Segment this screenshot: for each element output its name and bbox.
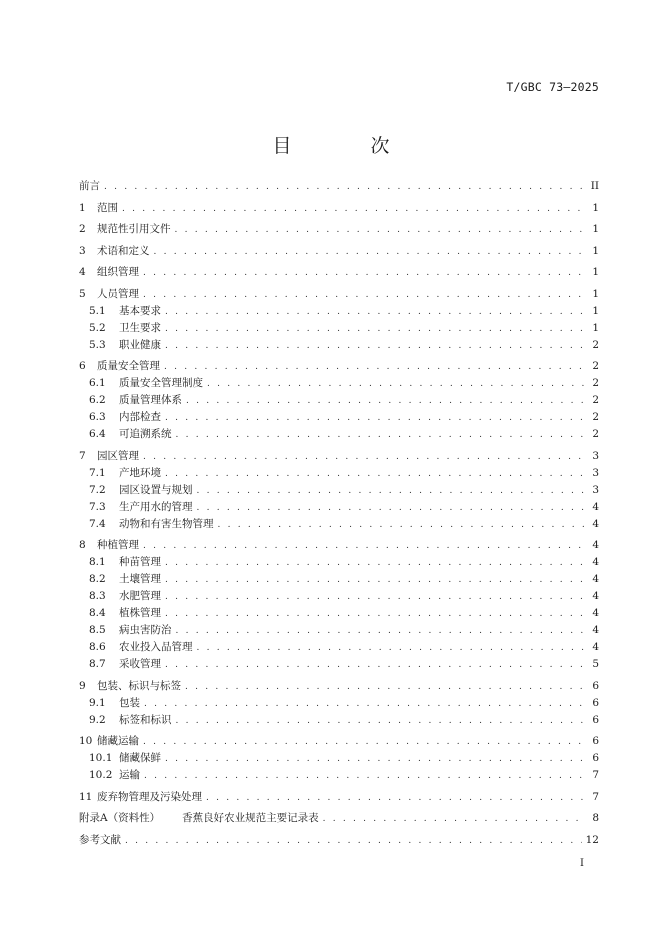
toc-entry-page: 4: [592, 607, 599, 619]
toc-entry[interactable]: [79, 286, 599, 303]
dot-leader: [323, 811, 585, 827]
toc-entry-page: 3: [592, 449, 599, 462]
table-of-contents: [79, 178, 599, 849]
toc-entry[interactable]: [79, 588, 599, 605]
toc-entry-number: 7.3: [89, 500, 106, 513]
toc-entry[interactable]: [79, 605, 599, 622]
toc-entry-label: [79, 789, 202, 806]
dot-leader: [144, 696, 585, 712]
dot-leader: [154, 244, 586, 260]
toc-entry-page: 4: [592, 500, 599, 513]
toc-entry-number: 8.2: [89, 573, 106, 585]
toc-entry-title: 香蕉良好农业规范主要记录表: [182, 812, 319, 824]
toc-entry-title: 运输: [119, 769, 140, 781]
toc-entry-number: 7.1: [89, 466, 106, 479]
toc-entry-title: 范围: [97, 201, 118, 214]
toc-entry-page: 1: [592, 321, 599, 334]
toc-entry-label: [79, 243, 150, 260]
dot-leader: [143, 734, 585, 750]
standard-number: T/GBC 73—2025: [506, 80, 599, 94]
toc-entry-number: 2: [79, 223, 86, 235]
toc-entry[interactable]: [79, 695, 599, 712]
toc-entry[interactable]: [79, 789, 599, 806]
toc-entry-page: 4: [592, 624, 599, 636]
toc-entry-title: 产地环境: [119, 466, 161, 479]
toc-entry-number: 6.2: [89, 394, 106, 406]
dot-leader: [176, 623, 586, 639]
toc-entry-title: 土壤管理: [119, 573, 161, 585]
toc-entry[interactable]: [79, 810, 599, 827]
dot-leader: [144, 768, 585, 784]
dot-leader: [165, 338, 585, 354]
toc-entry-title: 标签和标识: [119, 713, 172, 726]
toc-entry-title: 包装、标识与标签: [97, 679, 181, 692]
dot-leader: [197, 640, 586, 656]
toc-entry-number: 附录A（资料性）: [79, 812, 161, 824]
toc-entry-title: 参考文献: [79, 833, 121, 846]
toc-entry-page: 1: [592, 223, 599, 235]
toc-entry-number: 8.1: [89, 556, 106, 568]
toc-entry[interactable]: [79, 448, 599, 465]
toc-entry-number: 8.7: [89, 658, 106, 670]
toc-entry-page: 4: [592, 539, 599, 551]
dot-leader: [143, 538, 585, 554]
toc-entry[interactable]: [79, 264, 599, 281]
toc-entry-title: 组织管理: [97, 266, 139, 278]
toc-entry-label: [79, 337, 161, 354]
dot-leader: [143, 449, 585, 465]
dot-leader: [165, 589, 585, 605]
dot-leader: [122, 201, 585, 217]
dot-leader: [143, 287, 585, 303]
toc-entry-title: 质量管理体系: [119, 394, 182, 406]
toc-entry-label: [79, 200, 118, 217]
toc-entry[interactable]: [79, 678, 599, 695]
toc-entry[interactable]: [79, 320, 599, 337]
toc-entry-title: 种植管理: [97, 539, 139, 551]
dot-leader: [197, 483, 586, 499]
toc-entry[interactable]: [79, 426, 599, 443]
dot-leader: [125, 833, 582, 849]
toc-entry-title: 人员管理: [97, 287, 139, 300]
toc-entry-label: [79, 810, 319, 827]
toc-entry[interactable]: [79, 221, 599, 238]
dot-leader: [165, 466, 585, 482]
toc-entry-label: [79, 588, 161, 605]
toc-entry-title: 植株管理: [119, 607, 161, 619]
toc-entry-number: 7.2: [89, 483, 106, 496]
toc-entry-label: [79, 712, 172, 729]
toc-entry-page: 2: [592, 394, 599, 406]
toc-entry[interactable]: [79, 178, 599, 195]
toc-entry-page: 7: [592, 790, 599, 803]
toc-entry-number: 9.2: [89, 713, 106, 726]
toc-entry-number: 7: [79, 449, 86, 462]
toc-entry-label: [79, 516, 214, 533]
toc-entry-title: 包装: [119, 696, 140, 709]
toc-entry[interactable]: [79, 375, 599, 392]
toc-entry-number: 6: [79, 360, 86, 372]
dot-leader: [186, 393, 585, 409]
toc-entry-label: [79, 375, 203, 392]
toc-entry-label: [79, 499, 193, 516]
toc-entry-page: 3: [592, 466, 599, 479]
dot-leader: [175, 222, 586, 238]
toc-entry-label: [79, 465, 161, 482]
toc-entry-label: [79, 448, 139, 465]
dot-leader: [207, 376, 585, 392]
toc-entry[interactable]: [79, 243, 599, 260]
toc-entry-title: 术语和定义: [97, 244, 150, 257]
toc-entry[interactable]: [79, 832, 599, 849]
toc-entry-title: 园区管理: [97, 449, 139, 462]
toc-entry-number: 6.4: [89, 428, 106, 440]
toc-entry[interactable]: [79, 712, 599, 729]
toc-entry[interactable]: [79, 733, 599, 750]
toc-entry-label: [79, 733, 139, 750]
toc-entry-number: 11: [79, 790, 93, 803]
dot-leader: [165, 657, 585, 673]
toc-entry-label: [79, 303, 161, 320]
toc-entry-page: 2: [592, 338, 599, 351]
toc-entry-page: 4: [592, 556, 599, 568]
toc-entry-title: 内部检查: [119, 411, 161, 423]
toc-entry-page: 12: [585, 833, 599, 846]
toc-entry-title: 动物和有害生物管理: [119, 517, 214, 530]
toc-entry-title: 水肥管理: [119, 590, 161, 602]
toc-entry-title: 卫生要求: [119, 321, 161, 334]
toc-entry-page: 2: [592, 360, 599, 372]
toc-entry-number: 8: [79, 539, 86, 551]
dot-leader: [197, 500, 586, 516]
toc-entry-title: 种苗管理: [119, 556, 161, 568]
toc-entry-number: 8.6: [89, 641, 106, 653]
toc-entry-page: 3: [592, 483, 599, 496]
toc-entry-page: 6: [592, 713, 599, 726]
toc-entry-page: 4: [592, 573, 599, 585]
toc-entry-label: [79, 409, 161, 426]
toc-entry-page: II: [590, 180, 599, 192]
toc-entry-number: 7.4: [89, 517, 106, 530]
toc-entry[interactable]: [79, 200, 599, 217]
toc-entry[interactable]: [79, 639, 599, 656]
dot-leader: [176, 427, 586, 443]
dot-leader: [164, 359, 585, 375]
toc-entry-title: 质量安全管理: [97, 360, 160, 372]
dot-leader: [206, 790, 585, 806]
toc-entry-number: 9: [79, 679, 86, 692]
toc-entry-label: [79, 392, 182, 409]
toc-entry-title: 采收管理: [119, 658, 161, 670]
toc-entry-number: 8.3: [89, 590, 106, 602]
toc-entry[interactable]: [79, 409, 599, 426]
toc-entry-label: [79, 178, 100, 195]
toc-entry-page: 1: [592, 304, 599, 317]
toc-entry-number: 5: [79, 287, 86, 300]
toc-entry-page: 2: [592, 377, 599, 389]
toc-entry[interactable]: [79, 303, 599, 320]
toc-entry[interactable]: [79, 750, 599, 767]
dot-leader: [165, 751, 585, 767]
toc-entry-label: [79, 264, 139, 281]
toc-entry-label: [79, 622, 172, 639]
dot-leader: [143, 265, 585, 281]
toc-entry-page: 4: [592, 590, 599, 602]
toc-entry-label: [79, 320, 161, 337]
dot-leader: [104, 179, 585, 195]
toc-entry-title: 前言: [79, 180, 100, 192]
dot-leader: [165, 410, 585, 426]
dot-leader: [185, 679, 585, 695]
toc-entry-label: [79, 639, 193, 656]
toc-entry-number: 5.3: [89, 338, 106, 351]
toc-entry-number: 5.2: [89, 321, 106, 334]
toc-entry-page: 4: [592, 517, 599, 530]
toc-entry-title: 园区设置与规划: [119, 483, 193, 496]
dot-leader: [165, 572, 585, 588]
toc-entry-label: [79, 767, 140, 784]
toc-entry-page: 2: [592, 411, 599, 423]
toc-entry-title: 基本要求: [119, 304, 161, 317]
toc-entry-title: 可追溯系统: [119, 428, 172, 440]
toc-entry[interactable]: [79, 554, 599, 571]
toc-entry-page: 7: [592, 769, 599, 781]
toc-entry[interactable]: [79, 767, 599, 784]
toc-entry-number: 3: [79, 244, 86, 257]
page-title: 目 次: [272, 135, 420, 157]
toc-entry-label: [79, 832, 121, 849]
dot-leader: [165, 555, 585, 571]
toc-entry-number: 8.4: [89, 607, 106, 619]
toc-entry-number: 10: [79, 735, 93, 747]
toc-entry-page: 5: [592, 658, 599, 670]
toc-entry-title: 规范性引用文件: [97, 223, 171, 235]
toc-entry-page: 6: [592, 735, 599, 747]
toc-entry[interactable]: [79, 465, 599, 482]
toc-entry-title: 职业健康: [119, 338, 161, 351]
toc-entry-number: 4: [79, 266, 86, 278]
toc-entry[interactable]: [79, 516, 599, 533]
toc-entry-page: 6: [592, 696, 599, 709]
toc-entry-label: [79, 678, 181, 695]
toc-entry-label: [79, 695, 140, 712]
toc-entry-number: 6.1: [89, 377, 106, 389]
toc-entry[interactable]: [79, 656, 599, 673]
toc-entry-number: 10.2: [89, 769, 113, 781]
dot-leader: [165, 304, 585, 320]
toc-entry-number: 8.5: [89, 624, 106, 636]
toc-entry-number: 10.1: [89, 752, 113, 764]
toc-entry-title: 储藏运输: [97, 735, 139, 747]
toc-entry[interactable]: [79, 537, 599, 554]
toc-entry-label: [79, 358, 160, 375]
toc-entry[interactable]: [79, 499, 599, 516]
toc-entry[interactable]: [79, 358, 599, 375]
dot-leader: [176, 713, 586, 729]
toc-entry[interactable]: [79, 392, 599, 409]
toc-entry-number: 1: [79, 201, 86, 214]
toc-entry-page: 8: [592, 812, 599, 824]
toc-entry-page: 1: [592, 201, 599, 214]
toc-entry-number: 9.1: [89, 696, 106, 709]
toc-entry-title: 生产用水的管理: [119, 500, 193, 513]
dot-leader: [218, 517, 586, 533]
page-number: I: [580, 858, 584, 869]
toc-entry-label: [79, 426, 172, 443]
toc-entry[interactable]: [79, 482, 599, 499]
dot-leader: [165, 321, 585, 337]
dot-leader: [165, 606, 585, 622]
toc-entry-page: 1: [592, 244, 599, 257]
toc-entry-title: 农业投入品管理: [119, 641, 193, 653]
toc-entry[interactable]: [79, 622, 599, 639]
toc-entry-page: 4: [592, 641, 599, 653]
toc-entry-title: 储藏保鲜: [119, 752, 161, 764]
toc-entry-label: [79, 221, 171, 238]
toc-entry-label: [79, 286, 139, 303]
toc-entry-title: 废弃物管理及污染处理: [97, 790, 202, 803]
toc-entry-title: 质量安全管理制度: [119, 377, 203, 389]
toc-entry-page: 6: [592, 679, 599, 692]
toc-entry-label: [79, 554, 161, 571]
toc-entry-page: 6: [592, 752, 599, 764]
toc-entry-page: 2: [592, 428, 599, 440]
toc-entry-number: 6.3: [89, 411, 106, 423]
toc-entry-page: 1: [592, 266, 599, 278]
toc-entry-label: [79, 750, 161, 767]
toc-entry[interactable]: [79, 337, 599, 354]
toc-entry-label: [79, 605, 161, 622]
toc-entry-title: 病虫害防治: [119, 624, 172, 636]
toc-entry-label: [79, 571, 161, 588]
toc-entry[interactable]: [79, 571, 599, 588]
toc-entry-label: [79, 656, 161, 673]
toc-entry-page: 1: [592, 287, 599, 300]
toc-entry-label: [79, 537, 139, 554]
toc-entry-number: 5.1: [89, 304, 106, 317]
toc-entry-label: [79, 482, 193, 499]
